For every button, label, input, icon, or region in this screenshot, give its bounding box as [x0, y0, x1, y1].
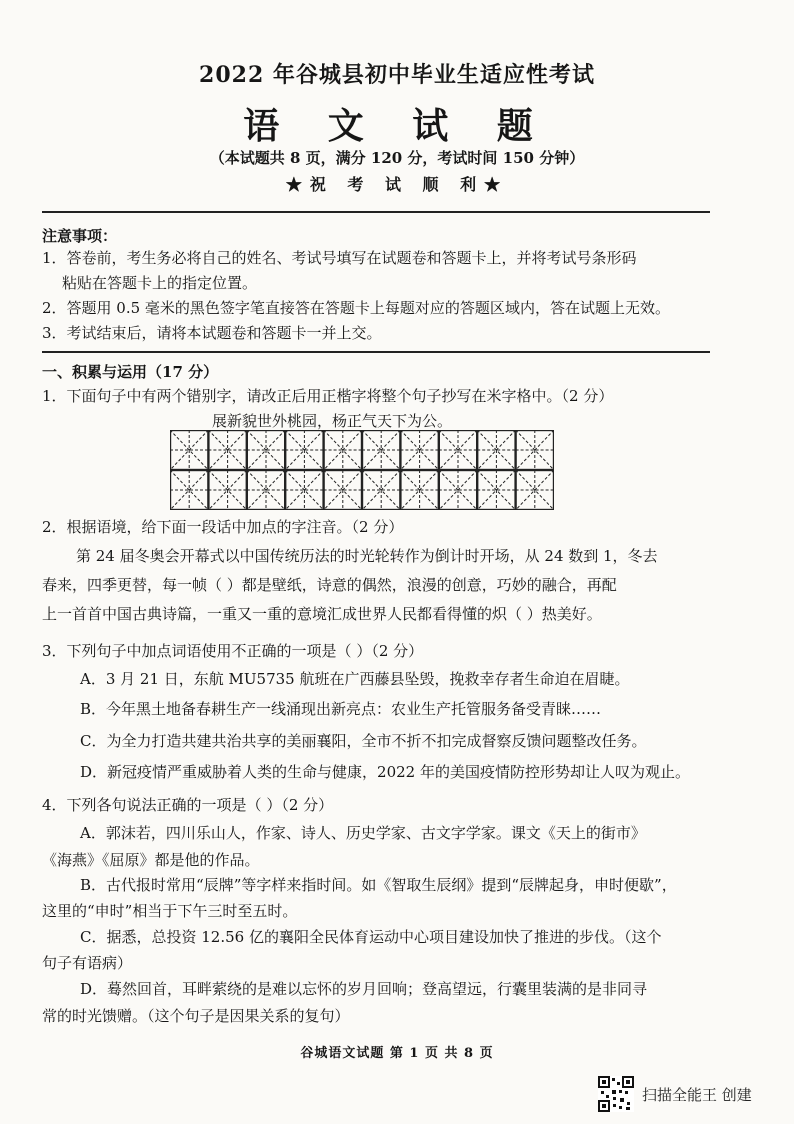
divider-top: [42, 211, 710, 213]
q4-stem: 4．下列各句说法正确的一项是（ ）（2 分）: [42, 796, 334, 814]
q4-option-b: B．古代报时常用“辰牌”等字样来指时间。如《智取生辰纲》提到“辰牌起身，申时便歇”，: [80, 876, 677, 894]
q2-line-3: 上一首首中国古典诗篇，一重又一重的意境汇成世界人民都看得懂的炽（ ）热美好。: [42, 605, 602, 623]
mizi-grid: [170, 430, 554, 514]
notice-line-1: 1．答卷前，考生务必将自己的姓名、考试号填写在试题卷和答题卡上，并将考试号条形码: [42, 249, 637, 267]
q3-stem: 3．下列句子中加点词语使用不正确的一项是（ ）（2 分）: [42, 642, 424, 660]
notice-line-2: 2．答题用 0.5 毫米的黑色签字笔直接答在答题卡上每题对应的答题区域内，答在试题上无效。: [42, 299, 670, 317]
q4-option-c-cont: 句子有语病）: [42, 954, 133, 972]
q3-option-a: A．3 月 21 日，东航 MU5735 航班在广西藤县坠毁，挽救幸存者生命迫在眉睫。: [80, 670, 630, 688]
q2-line-1: 第 24 届冬奥会开幕式以中国传统历法的时光轮转作为倒计时开场，从 24 数到 1，冬去: [76, 547, 658, 565]
q3-option-d: D．新冠疫情严重威胁着人类的生命与健康，2022 年的美国疫情防控形势却让人叹为观止。: [80, 763, 690, 781]
q4-option-c: C．据悉，总投资 12.56 亿的襄阳全民体育运动中心项目建设加快了推进的步伐。（这个: [80, 928, 662, 946]
q4-option-d: D．蓦然回首，耳畔萦绕的是难以忘怀的岁月回响；登高望远，行囊里装满的是非同寻: [80, 980, 648, 998]
q2-line-2: 春来，四季更替，每一帧（ ）都是壁纸，诗意的偶然，浪漫的创意，巧妙的融合，再配: [42, 576, 617, 594]
divider-notice: [42, 351, 710, 353]
q4-option-a-cont: 《海燕》《屈原》都是他的作品。: [42, 851, 260, 869]
q1-sentence: 展新貌世外桃园，杨正气天下为公。: [212, 412, 453, 430]
qr-code-icon: [598, 1076, 634, 1112]
blessing-line: ★祝 考 试 顺 利★: [285, 175, 509, 194]
notice-line-1-cont: 粘贴在答题卡上的指定位置。: [62, 274, 258, 292]
scanner-app-label: 扫描全能王 创建: [642, 1085, 752, 1104]
q3-option-b: B．今年黑土地备春耕生产一线涌现出新亮点：农业生产托管服务备受青睐……: [80, 700, 602, 718]
q3-option-c: C．为全力打造共建共治共享的美丽襄阳，全市不折不扣完成督察反馈问题整改任务。: [80, 732, 647, 750]
q1-stem: 1．下面句子中有两个错别字，请改正后用正楷字将整个句子抄写在米字格中。（2 分）: [42, 387, 614, 405]
scanner-watermark: [598, 1076, 752, 1112]
exam-info: （本试题共 8 页，满分 120 分，考试时间 150 分钟）: [209, 149, 585, 167]
q4-option-a: A．郭沫若，四川乐山人，作家、诗人、历史学家、古文字学家。课文《天上的街市》: [80, 824, 646, 842]
q2-stem: 2．根据语境，给下面一段话中加点的字注音。（2 分）: [42, 518, 404, 536]
notice-line-3: 3．考试结束后，请将本试题卷和答题卡一并上交。: [42, 324, 382, 342]
notice-heading: 注意事项：: [42, 227, 118, 245]
subject-title: 语 文 试 题: [243, 105, 551, 147]
section-heading: 一、积累与运用（17 分）: [42, 363, 219, 381]
q4-option-b-cont: 这里的“申时”相当于下午三时至五时。: [42, 902, 298, 920]
q4-option-d-cont: 常的时光馈赠。（这个句子是因果关系的复句）: [42, 1007, 350, 1025]
exam-title: 2022 年谷城县初中毕业生适应性考试: [199, 62, 595, 88]
page-footer: 谷城语文试题 第 1 页 共 8 页: [300, 1046, 494, 1061]
